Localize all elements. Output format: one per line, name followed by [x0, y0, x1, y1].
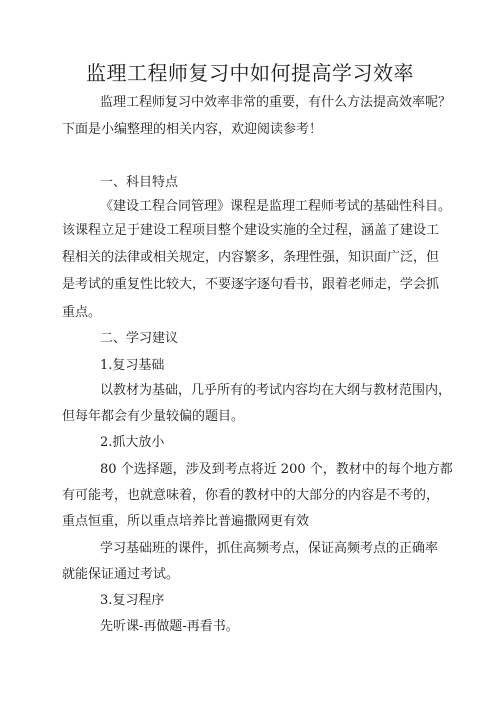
section-2-heading: 二、学习建议 — [100, 331, 179, 346]
document-title: 监理工程师复习中如何提高学习效率 — [86, 61, 414, 85]
section-1-line-3: 程相关的法律或相关规定，内容繁多，条理性强，知识面广泛，但 — [62, 250, 440, 265]
section-1-line-2: 该课程立足于建设工程项目整个建设实施的全过程，涵盖了建设工 — [62, 223, 440, 238]
item-2-paragraph-1-line-2: 有可能考，也就意味着，你看的教材中的大部分的内容是不考的， — [62, 488, 440, 503]
item-1-heading: 1.复习基础 — [100, 358, 165, 373]
item-2-paragraph-2-line-2: 就能保证通过考试。 — [62, 567, 180, 582]
section-1-heading: 一、科目特点 — [100, 175, 179, 190]
section-1-line-5: 重点。 — [62, 305, 102, 320]
item-2-paragraph-2-line-1: 学习基础班的课件，抓住高频考点，保证高频考点的正确率 — [100, 541, 439, 556]
item-1-line-1: 以教材为基础，几乎所有的考试内容均在大纲与教材范围内， — [100, 383, 452, 398]
item-2-heading: 2.抓大放小 — [100, 435, 165, 450]
section-1-line-4: 是考试的重复性比较大，不要逐字逐句看书，跟着老师走，学会抓 — [62, 277, 440, 292]
intro-line-2: 下面是小编整理的相关内容，欢迎阅读参考！ — [62, 122, 323, 137]
section-1-line-1: 《建设工程合同管理》课程是监理工程师考试的基础性科目。 — [100, 199, 452, 214]
item-1-line-2: 但每年都会有少量较偏的题目。 — [62, 409, 245, 424]
intro-line-1: 监理工程师复习中效率非常的重要，有什么方法提高效率呢？ — [100, 95, 452, 110]
item-2-paragraph-1-line-1: 80 个选择题，涉及到考点将近 200 个，教材中的每个地方都 — [100, 462, 453, 477]
item-2-paragraph-1-line-3: 重点恒重，所以重点培养比普遍撒网更有效 — [62, 514, 310, 529]
item-3-heading: 3.复习程序 — [100, 593, 165, 608]
item-3-line-1: 先听课-再做题-再看书。 — [100, 619, 239, 634]
